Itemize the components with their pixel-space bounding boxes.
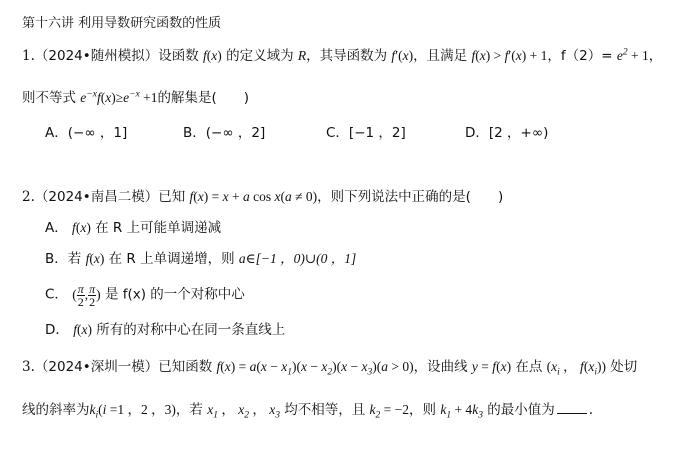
q2-a-text: 在 R 上可能单调递减 [95,220,222,236]
q1-source: （2024•随州模拟） [34,48,159,64]
page-title: 第十六讲 利用导数研究函数的性质 [22,16,222,31]
question-1-line-1 [22,46,662,66]
q2-d-text: 所有的对称中心在同一条直线上 [96,322,286,338]
q2-option-a[interactable] [45,218,221,238]
question-3-line-2 [22,400,593,420]
q1-text-6: ， [648,48,663,64]
question-3-line-1 [22,357,637,377]
q3-text-4: 处切 [610,359,638,375]
q1-e2: $e^2 + 1$ [616,47,649,63]
q1-fprime: f′(x) [391,48,414,63]
answer-blank[interactable] [557,401,587,414]
q3-point: ($x_i$ ， $f(x_i)$) [546,359,606,378]
q1-inequality: $e^{-x}f(x)\ge e^{-x} +1$ [80,89,158,105]
q2-option-d[interactable] [45,320,285,340]
q2-option-b[interactable] [45,249,356,269]
q2-a-fx: f(x) [72,220,91,235]
q3-line2-text-2: ，若 [175,402,203,418]
q3-k2: $k_2 = -2$ [369,402,410,421]
q2-b-label: B．若 [45,251,82,267]
q1-text: 设函数 [158,48,199,64]
q3-text-3: 在点 [515,359,543,375]
q1-number: 1. [22,48,35,64]
q3-ki: $k_i(i =1$ ，2 ，3) [89,402,176,421]
question-1-line-2 [22,88,249,108]
q1-option-d[interactable]: D．[2 ，+∞) [465,125,549,141]
q2-number: 2. [22,189,35,205]
q2-c-text: 是 f(x) 的一个对称中心 [104,286,245,303]
q1-text-3: ，其导函数为 [306,48,388,64]
q3-line2-text-5: 的最小值为 [487,402,555,418]
q3-text-2: ，设曲线 [413,359,468,375]
q2-c-point: ( $\frac{\pi}{2}$ , $\frac{\pi}{2}$ ) [72,282,101,309]
q1-text-5: ，f（2）= [547,48,613,64]
q1-line2-text-2: 的解集是( ) [157,90,250,106]
q3-line2-end: . [588,402,594,418]
q2-c-label: C． [45,286,68,303]
question-2-line-1 [22,187,503,207]
q1-line2-text: 则不等式 [22,90,76,106]
q3-text: 已知函数 [158,359,213,375]
q2-a-label: A． [45,220,68,236]
q3-function: $f(x) = a(x - x_1)(x - x_2)(x - x_3)(a > 0)$ [216,359,414,378]
q2-text: 已知 [158,189,186,205]
q3-number: 3. [22,359,35,375]
q3-line2-text: 线的斜率为 [22,402,90,418]
q1-text-4: ，且满足 [413,48,468,64]
q2-b-range: a∈[−1 ，0)∪(0 ，1] [238,251,357,266]
q3-line2-text-3: 均不相等，且 [284,402,366,418]
q2-b-text: 在 R 上单调递增，则 [108,251,235,267]
q2-d-fx: f(x) [73,322,92,337]
q3-expr: $k_1 + 4k_3$ [440,402,483,421]
q2-option-c[interactable] [45,283,245,308]
q2-d-label: D． [45,322,69,338]
q2-function: f(x) = x + a cos x(a ≠ 0) [189,189,318,204]
q2-text-2: ，则下列说法中正确的是( ) [317,189,504,205]
q1-option-a[interactable]: A．(−∞ ，1] [45,125,128,141]
q1-fx: f(x) [203,48,222,63]
q1-condition: f(x) > f′(x) + 1 [471,48,548,63]
q3-curve: y = f(x) [471,359,512,374]
q1-option-b[interactable]: B．(−∞ ，2] [183,125,266,141]
q2-b-fx: f(x) [85,251,105,266]
q3-source: （2024•深圳一模） [34,359,159,375]
q1-R: R [297,48,307,63]
q1-option-c[interactable]: C．[−1 ，2] [326,125,406,141]
q1-text-2: 的定义域为 [226,48,294,64]
q3-line2-text-4: ，则 [409,402,437,418]
q3-xs: $x_1$ ， $x_2$ ， $x_3$ [207,402,280,421]
q2-source: （2024•南昌二模） [34,189,159,205]
